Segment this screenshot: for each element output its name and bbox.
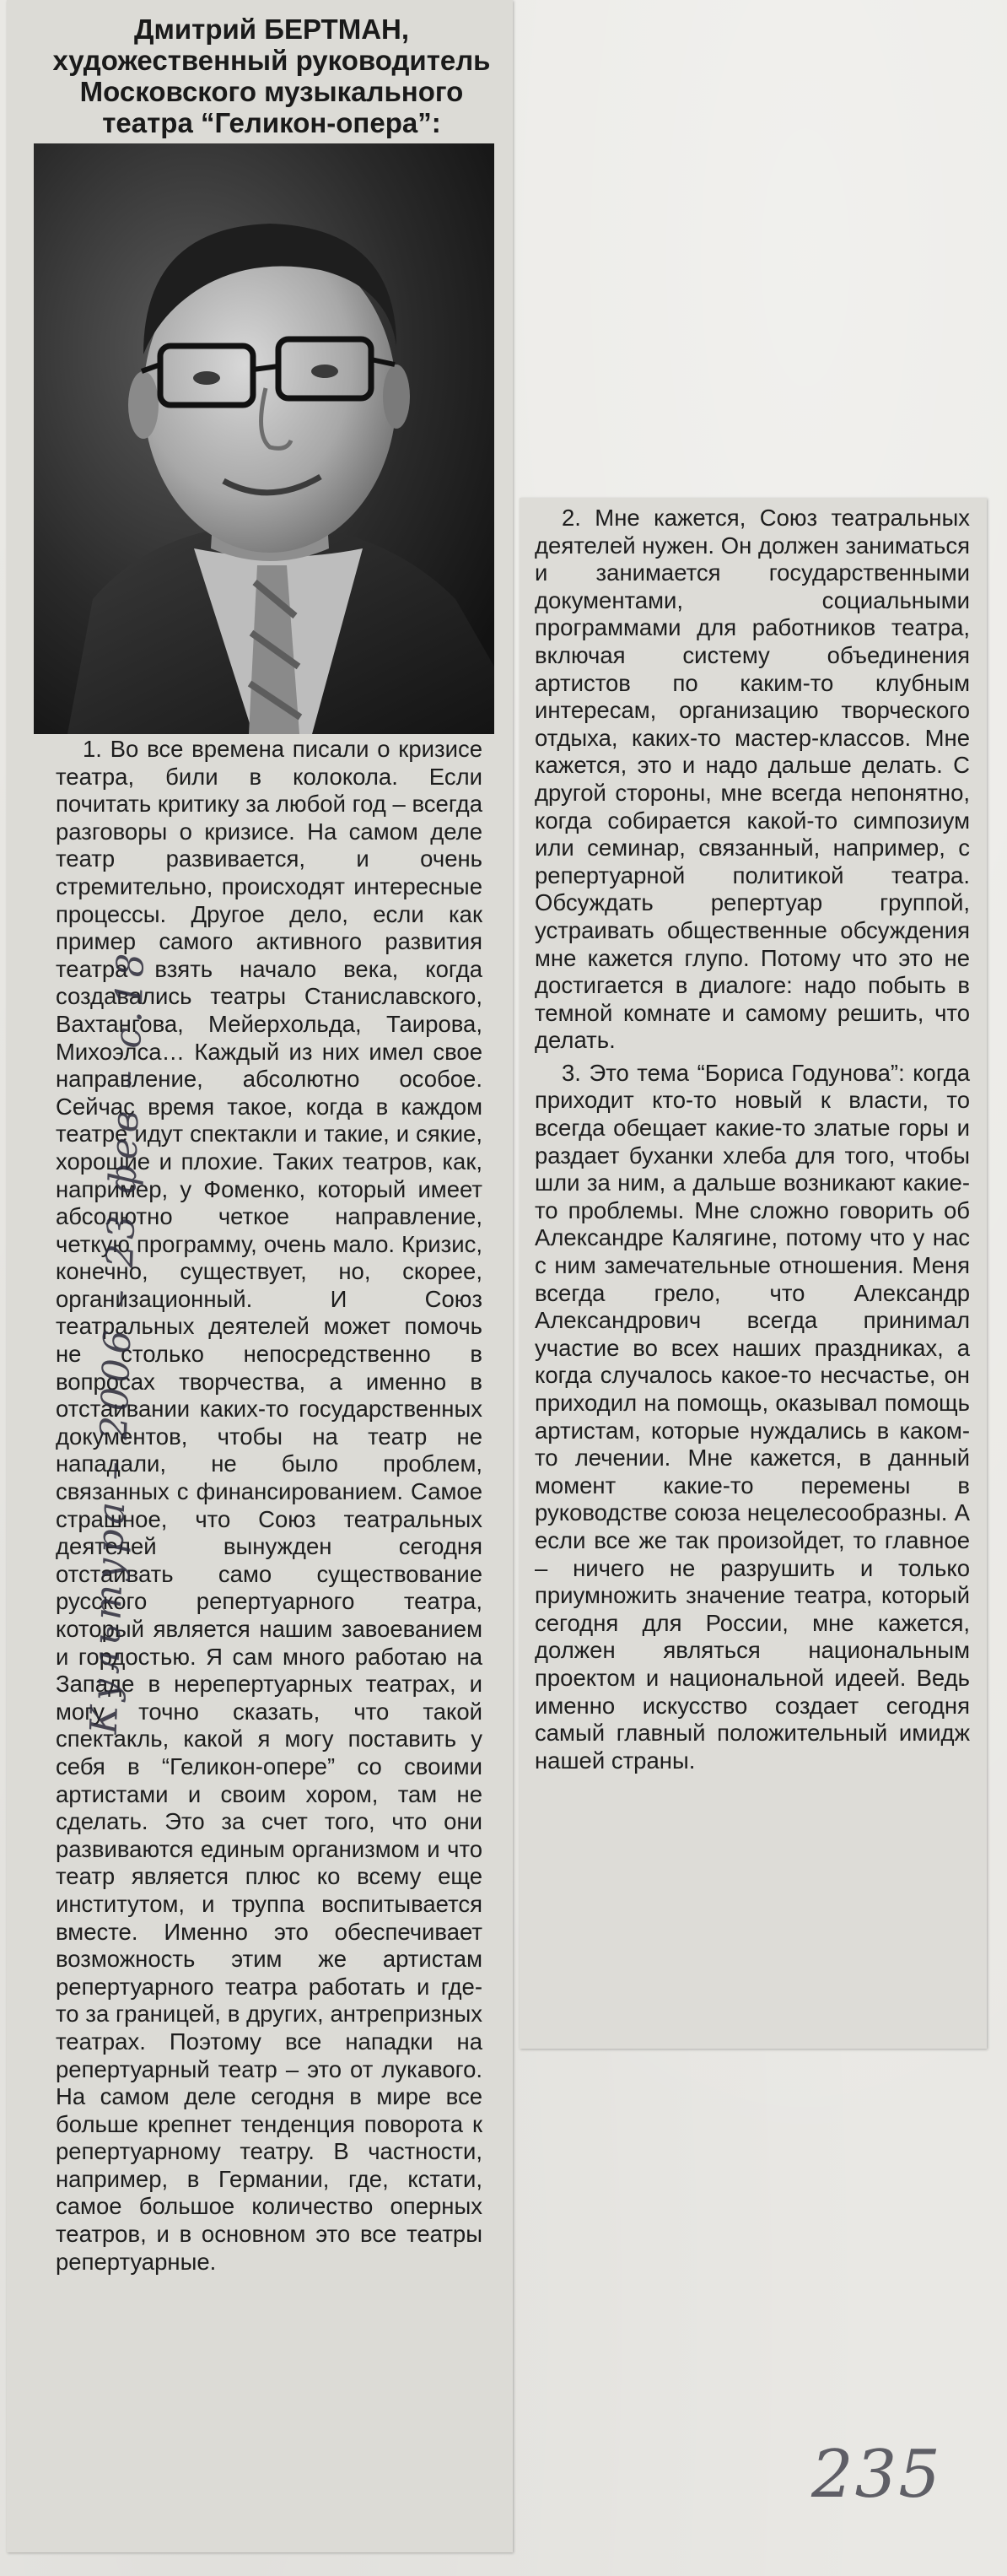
handwritten-page-number: 235 — [811, 2437, 942, 2513]
handwritten-source-note: Культура – 2006 – 23 фев – с.18 — [82, 948, 153, 1736]
answer-column-right — [535, 505, 970, 1774]
answer-paragraph-2: 2. Мне кажется, Союз театральных деятелей нужен. Он должен заниматься и занимается государственными документами, социальными программами для работников театра, включая систему объединения артистов по каким-то клубным интересам, организацию творческого отдыха, каких-то мастер-классов. Мне кажется, это и надо дальше делать. С другой стороны, мне всегда непонятно, когда собирается какой-то симпозиум или семинар, связанный, например, с репертуарной политикой театра. Обсуждать репертуар группой, устраивать общественные обсуждения мне кажется глупо. Потому что это не достигается в диалоге: надо побыть в темной комнате и самому решить, что делать. — [535, 505, 970, 1054]
headline: Дмитрий БЕРТМАН, художественный руководитель Московского музыкального театра “Геликон-опера”: — [52, 14, 491, 138]
answer-paragraph-3: 3. Это тема “Бориса Годунова”: когда приходит кто-то новый к власти, то всегда обещает какие-то златые горы и раздает буханки хлеба для того, чтобы шли за ним, а дальше возникают какие-то проблемы. Мне сложно говорить об Александре Калягине, потому что у нас с ним замечательные отношения. Меня всегда грело, что Александр Александрович всегда принимал участие во всех наших праздниках, а когда случалось какое-то несчастье, он приходил на помощь, оказывал помощь артистам, которые нуждались в каком-то лечении. Мне кажется, в данный момент какие-то перемены в руководстве союза нецелесообразны. А если все же так произойдет, то главное – ничего не разрушить и только приумножить значение театра, который сегодня для России, мне кажется, должен являться национальным проектом и национальной идеей. Ведь именно искусство создает сегодня самый главный положительный имидж нашей страны. — [535, 1059, 970, 1774]
answer-paragraph-1: 1. Во все времена писали о кризисе театра, били в колокола. Если почитать критику за любой год – всегда разговоры о кризисе. На самом деле театр развивается, и очень стремительно, происходят интересные процессы. Другое дело, если как пример самого активного развития театра взять начало века, когда создавались театры Станиславского, Вахтангова, Мейерхольда, Таирова, Михоэлса… Каждый из них имел свое направление, абсолютно особое. Сейчас время такое, когда в каждом театре идут спектакли и такие, и сякие, хорошие и плохие. Таких театров, как, например, у Фоменко, который имеет абсолютно четкое направление, четкую программу, очень мало. Кризис, конечно, существует, но, скорее, организационный. И Союз театральных деятелей может помочь не столько непосредственно в вопросах творчества, а именно в отстаивании каких-то государственных документов, чтобы на театр не нападали, не было проблем, связанных с финансированием. Самое страшное, что Союз театральных деятелей вынужден сегодня отстаивать само существование русского репертуарного театра, который является нашим завоеванием и гордостью. Я сам много работаю на Западе в нерепертуарных театрах, и могу точно сказать, что такой спектакль, какой я могу поставить у себя в “Геликон-опере” со своими артистами и своим хором, там не сделать. Это за счет того, что они развиваются единым организмом и что театр является плюс ко всему еще институтом, и труппа воспитывается вместе. Именно это обеспечивает возможность этим же артистам репертуарного театра работать и где-то за границей, в других, антрепризных театрах. Поэтому все нападки на репертуарный театр – это от лукавого. На самом деле сегодня в мире все больше крепнет тенденция поворота к репертуарному театру. В частности, например, в Германии, где, кстати, самое большое количество оперных театров, и в основном это все театры репертуарные. — [56, 736, 482, 2275]
portrait-image — [34, 143, 494, 734]
portrait-photo — [34, 143, 494, 734]
